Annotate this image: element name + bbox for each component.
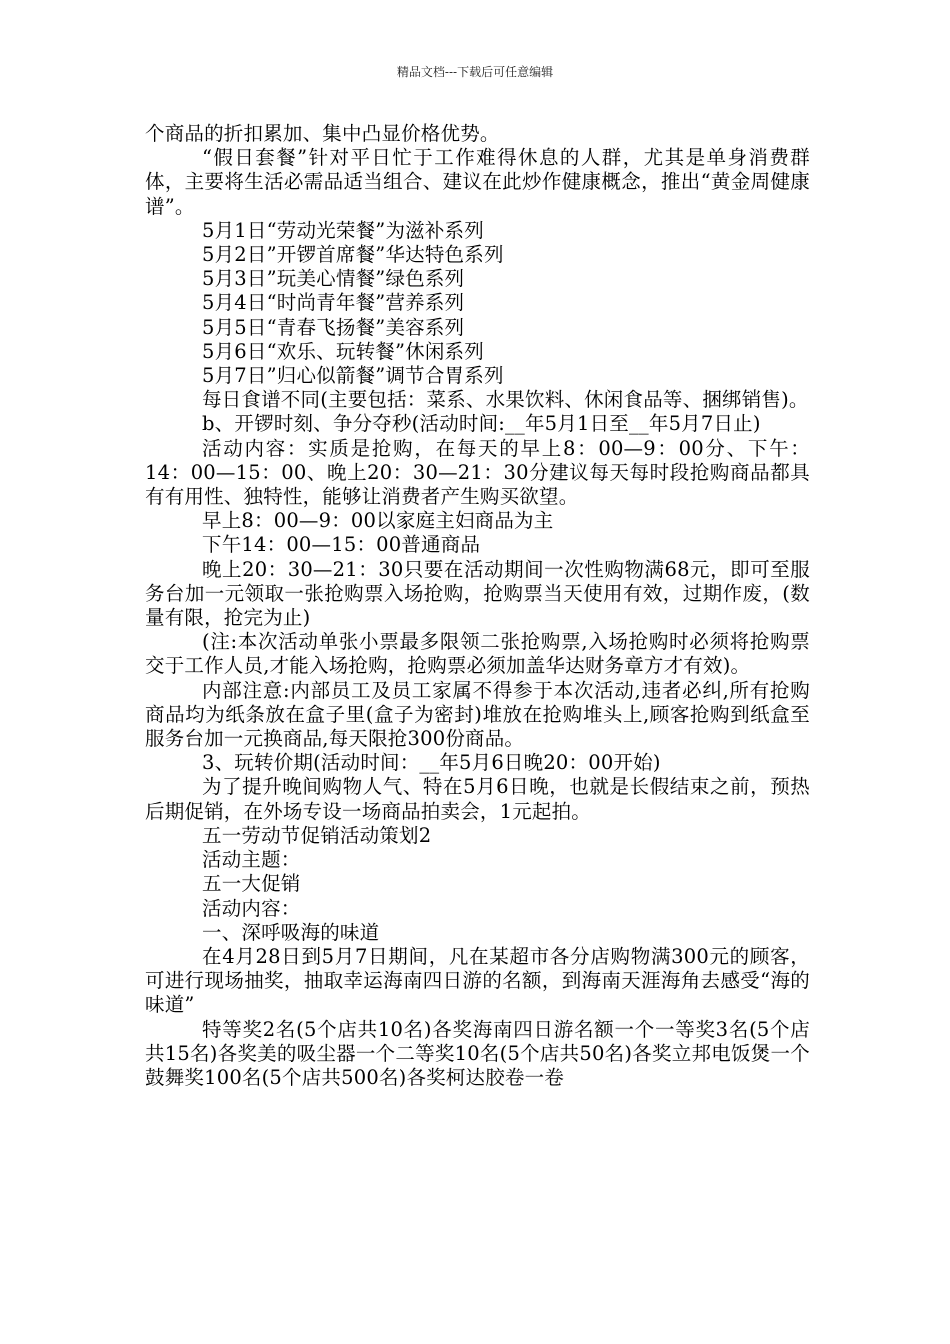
paragraph: 五一大促销 [202,872,301,896]
paragraph: 在4月28日到5月7日期间，凡在某超市各分店购物满300元的顾客，可进行现场抽奖，抽取幸运海南四日游的名额，到海南天涯海角去感受“海的味道” [145,944,810,1017]
paragraph: b、开锣时刻、争分夺秒(活动时间:__年5月1日至__年5月7日止) [202,412,761,436]
paragraph: 活动主题： [202,848,301,872]
paragraph: 特等奖2名(5个店共10名)各奖海南四日游名额一个一等奖3名(5个店共15名)各奖美的吸尘器一个二等奖10名(5个店共50名)各奖立邦电饭煲一个鼓舞奖100名(5个店共500名)各奖柯达胶卷一卷 [145,1017,810,1089]
paragraph: 5月1日“劳动光荣餐”为滋补系列 [202,218,484,242]
paragraph: 5月7日”归心似箭餐”调节合胃系列 [202,364,504,388]
paragraph: 内部注意:内部员工及员工家属不得参于本次活动,违者必纠,所有抢购商品均为纸条放在盒子里(盒子为密封)堆放在抢购堆头上,顾客抢购到纸盒至服务台加一元换商品,每天限抢300份商品。 [145,678,810,751]
paragraph: “假日套餐”针对平日忙于工作难得休息的人群，尤其是单身消费群体，主要将生活必需品适当组合、建议在此炒作健康概念，推出“黄金周健康谱”。 [145,146,810,218]
paragraph: 早上8：00—9：00以家庭主妇商品为主 [202,509,554,533]
paragraph: 晚上20：30—21：30只要在活动期间一次性购物满68元，即可至服务台加一元领取一张抢购票入场抢购，抢购票当天使用有效，过期作废，(数量有限，抢完为止) [145,557,810,630]
paragraph: 每日食谱不同(主要包括：菜系、水果饮料、休闲食品等、捆绑销售)。 [202,388,809,412]
paragraph: 3、玩转价期(活动时间：__年5月6日晚20：00开始) [202,751,661,775]
paragraph: 一、深呼吸海的味道 [202,920,380,944]
page-header: 精品文档---下载后可任意编辑 [396,65,554,79]
paragraph: 5月6日“欢乐、玩转餐”休闲系列 [202,339,484,363]
paragraph: 为了提升晚间购物人气、特在5月6日晚，也就是长假结束之前，预热后期促销，在外场专设一场商品拍卖会，1元起拍。 [145,775,810,823]
paragraph: 5月2日”开锣首席餐”华达特色系列 [202,243,504,267]
paragraph: 五一劳动节促销活动策划2 [202,823,432,847]
paragraph: 活动内容： [202,896,301,920]
paragraph: 个商品的折扣累加、集中凸显价格优势。 [145,122,500,145]
paragraph: 活动内容：实质是抢购，在每天的早上8：00—9：00分、下午：14：00—15：00、晚上20：30—21：30分建议每天每时段抢购商品都具有有用性、独特性，能够让消费者产生购买欲望。 [145,436,810,509]
paragraph: 5月4日“时尚青年餐”营养系列 [202,291,465,315]
paragraph: (注:本次活动单张小票最多限领二张抢购票,入场抢购时必须将抢购票交于工作人员,才能入场抢购，抢购票必须加盖华达财务章方才有效)。 [145,630,810,678]
paragraph: 下午14：00—15：00普通商品 [202,533,481,557]
paragraph: 5月3日”玩美心情餐”绿色系列 [202,267,465,291]
paragraph: 5月5日“青春飞扬餐”美容系列 [202,315,465,339]
document-body [145,122,810,1090]
